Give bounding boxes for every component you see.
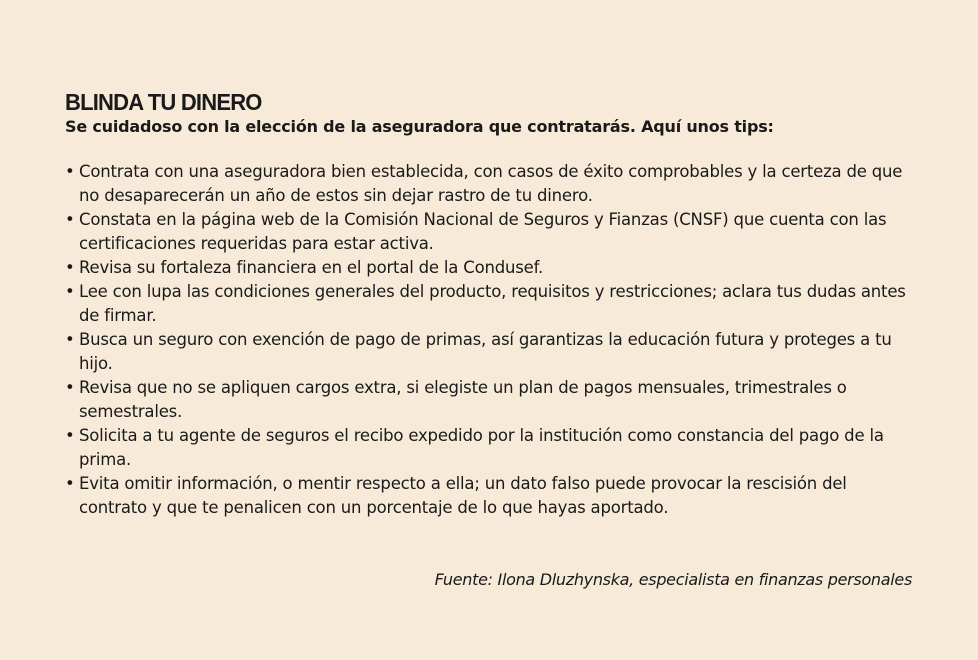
tips-panel xyxy=(65,90,925,520)
bullet-icon: • xyxy=(65,210,75,229)
list-item xyxy=(65,280,925,328)
list-item xyxy=(65,256,925,280)
tip-text: Solicita a tu agente de seguros el recibo expedido por la institución como constancia del pago de la prima. xyxy=(79,426,884,469)
source-credit: Fuente: Ilona Dluzhynska, especialista en finanzas personales xyxy=(434,570,912,589)
list-item xyxy=(65,424,925,472)
bullet-icon: • xyxy=(65,258,75,277)
list-item xyxy=(65,472,925,520)
tip-text: Revisa que no se apliquen cargos extra, si elegiste un plan de pagos mensuales, trimestrales o semestrales. xyxy=(79,378,847,421)
list-item xyxy=(65,376,925,424)
tip-text: Evita omitir información, o mentir respecto a ella; un dato falso puede provocar la rescisión del contrato y que te penalicen con un porcentaje de lo que hayas aportado. xyxy=(79,474,847,517)
bullet-icon: • xyxy=(65,378,75,397)
tip-text: Busca un seguro con exención de pago de primas, así garantizas la educación futura y proteges a tu hijo. xyxy=(79,330,892,373)
tip-text: Constata en la página web de la Comisión Nacional de Seguros y Fianzas (CNSF) que cuenta con las certificaciones requeridas para estar activa. xyxy=(79,210,887,253)
tip-text: Lee con lupa las condiciones generales del producto, requisitos y restricciones; aclara tus dudas antes de firmar. xyxy=(79,282,906,325)
tip-text: Contrata con una aseguradora bien establecida, con casos de éxito comprobables y la certeza de que no desaparecerán un año de estos sin dejar rastro de tu dinero. xyxy=(79,162,903,205)
bullet-icon: • xyxy=(65,426,75,445)
list-item xyxy=(65,160,925,208)
bullet-icon: • xyxy=(65,282,75,301)
tip-text: Revisa su fortaleza financiera en el portal de la Condusef. xyxy=(79,258,544,277)
page-title: BLINDA TU DINERO xyxy=(65,88,262,116)
tips-list xyxy=(65,160,925,520)
list-item xyxy=(65,208,925,256)
subtitle: Se cuidadoso con la elección de la aseguradora que contratarás. Aquí unos tips: xyxy=(65,117,774,136)
list-item xyxy=(65,328,925,376)
bullet-icon: • xyxy=(65,330,75,349)
bullet-icon: • xyxy=(65,162,75,181)
bullet-icon: • xyxy=(65,474,75,493)
